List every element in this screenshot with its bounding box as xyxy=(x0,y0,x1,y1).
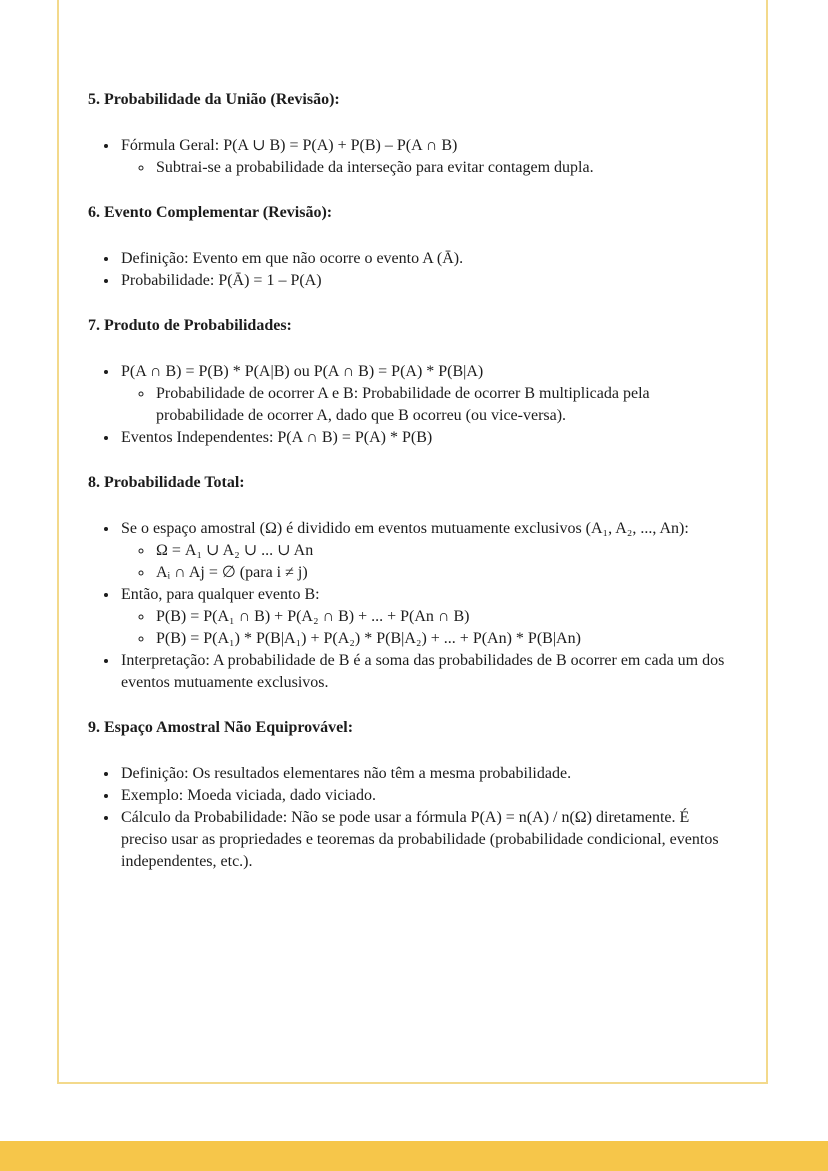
list-item xyxy=(119,763,738,785)
sub-list-item: ◦ Probabilidade de ocorrer A e B: Probabilidade de ocorrer B multiplicada pela probabilidade de ocorrer A, dado que B ocorreu (ou vice-versa). xyxy=(154,383,738,427)
sub-bullet-list xyxy=(121,540,738,584)
sub-list-item: ◦ Subtrai-se a probabilidade da interseção para evitar contagem dupla. xyxy=(154,157,738,179)
list-item xyxy=(119,518,738,584)
notes-content xyxy=(59,0,766,873)
bullet-list xyxy=(88,248,738,292)
list-item-text: Então, para qualquer evento B: xyxy=(121,586,320,603)
bullet-list xyxy=(88,763,738,873)
list-item-text: Definição: Evento em que não ocorre o evento A (Ā). xyxy=(121,250,464,267)
section-heading: 9. Espaço Amostral Não Equiprovável: xyxy=(88,719,354,736)
sub-list-item: ◦ Aᵢ ∩ Aj = ∅ (para i ≠ j) xyxy=(154,562,738,584)
list-item xyxy=(119,135,738,179)
sub-list-item: ◦ Ω = A₁ ∪ A₂ ∪ ... ∪ An xyxy=(154,540,738,562)
list-item xyxy=(119,584,738,650)
list-item-text: Probabilidade: P(Ā) = 1 – P(A) xyxy=(121,272,322,289)
page-frame xyxy=(57,0,768,1084)
list-item-text: Cálculo da Probabilidade: Não se pode usar a fórmula P(A) = n(A) / n(Ω) diretamente. É preciso usar as propriedades e teoremas da probabilidade (probabilidade condicional, eventos independentes, etc.). xyxy=(121,809,719,870)
list-item xyxy=(119,650,738,694)
bullet-list xyxy=(88,518,738,694)
sub-bullet-list xyxy=(121,383,738,427)
section-heading: 5. Probabilidade da União (Revisão): xyxy=(88,91,340,108)
list-item-text: Exemplo: Moeda viciada, dado viciado. xyxy=(121,787,377,804)
list-item xyxy=(119,807,738,873)
bullet-list xyxy=(88,135,738,179)
bullet-list xyxy=(88,361,738,449)
bottom-accent-bar xyxy=(0,1141,828,1171)
list-item-text: Fórmula Geral: P(A ∪ B) = P(A) + P(B) – P(A ∩ B) xyxy=(121,137,458,154)
sub-bullet-list xyxy=(121,157,738,179)
section-heading: 7. Produto de Probabilidades: xyxy=(88,317,292,334)
list-item xyxy=(119,270,738,292)
sub-list-item: ◦ P(B) = P(A₁ ∩ B) + P(A₂ ∩ B) + ... + P(An ∩ B) xyxy=(154,606,738,628)
list-item xyxy=(119,785,738,807)
section-heading: 8. Probabilidade Total: xyxy=(88,474,245,491)
list-item-text: P(A ∩ B) = P(B) * P(A|B) ou P(A ∩ B) = P(A) * P(B|A) xyxy=(121,363,484,380)
list-item-text: Se o espaço amostral (Ω) é dividido em eventos mutuamente exclusivos (A₁, A₂, ..., An): xyxy=(121,520,689,537)
list-item xyxy=(119,361,738,427)
list-item-text: Eventos Independentes: P(A ∩ B) = P(A) * P(B) xyxy=(121,429,433,446)
list-item-text: Definição: Os resultados elementares não têm a mesma probabilidade. xyxy=(121,765,572,782)
sub-list-item: ◦ P(B) = P(A₁) * P(B|A₁) + P(A₂) * P(B|A₂) + ... + P(An) * P(B|An) xyxy=(154,628,738,650)
sub-bullet-list xyxy=(121,606,738,650)
section-heading: 6. Evento Complementar (Revisão): xyxy=(88,204,333,221)
list-item-text: Interpretação: A probabilidade de B é a soma das probabilidades de B ocorrer em cada um dos eventos mutuamente exclusivos. xyxy=(121,652,725,691)
list-item xyxy=(119,248,738,270)
list-item xyxy=(119,427,738,449)
